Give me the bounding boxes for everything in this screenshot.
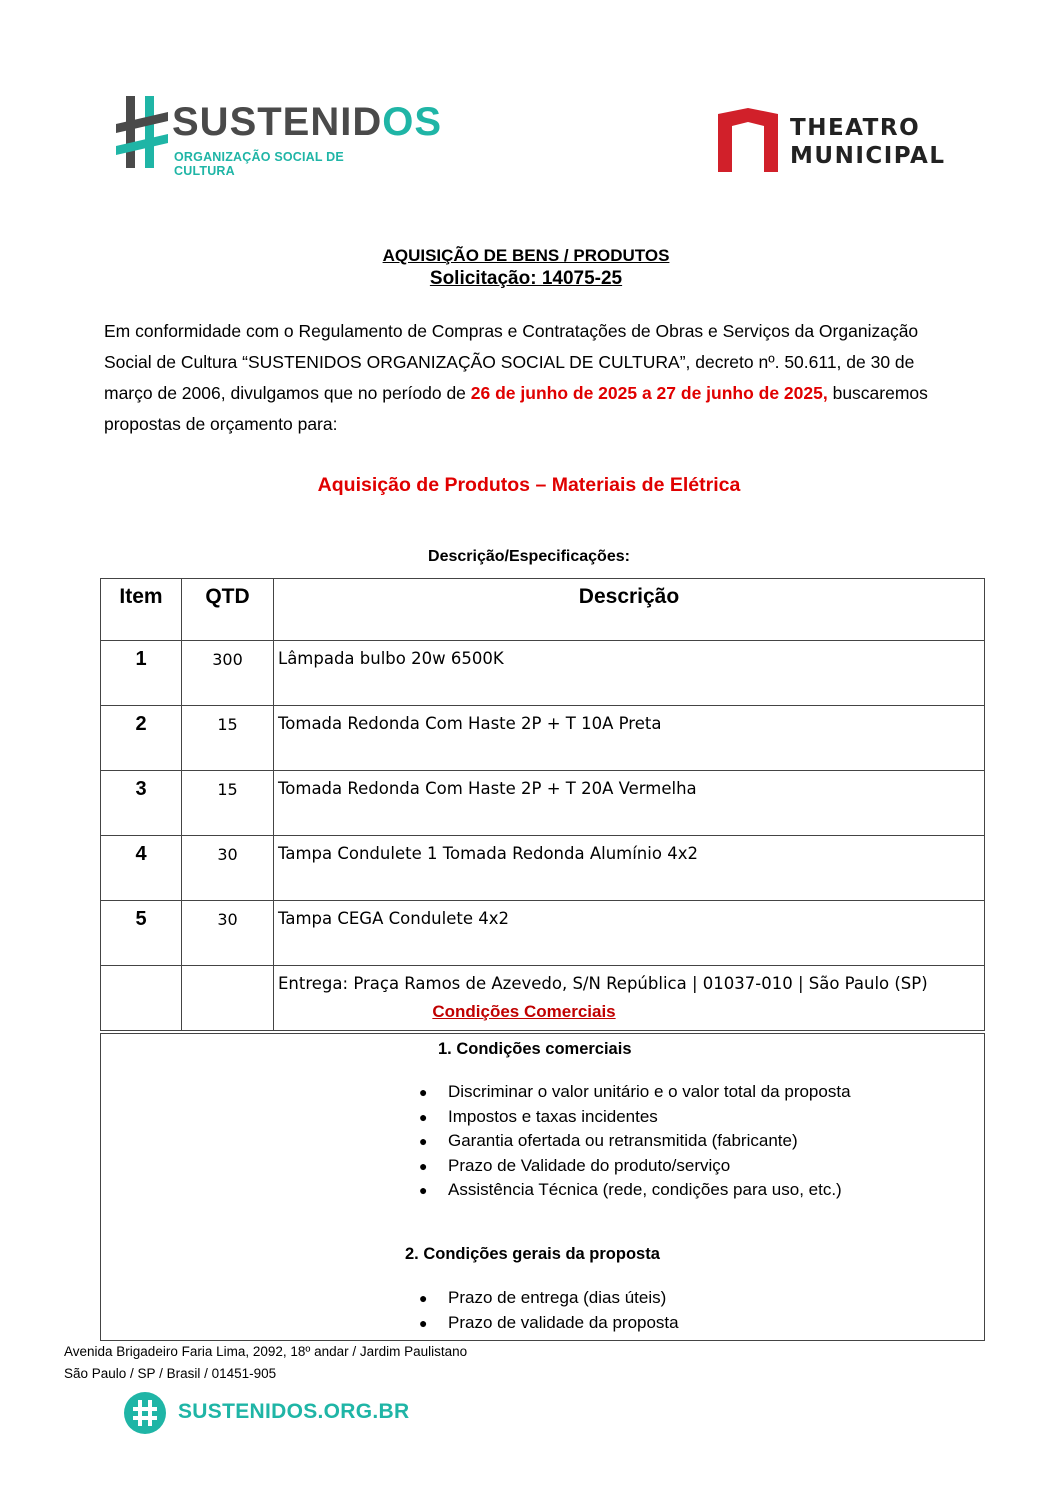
table-row [101, 901, 985, 966]
header-item: Item [101, 579, 182, 641]
footer-logo [124, 1392, 410, 1436]
sustenidos-logo [116, 94, 443, 178]
theatro-line2: MUNICIPAL [790, 143, 946, 169]
list-item: ● Impostos e taxas incidentes [417, 1105, 851, 1130]
footer-address-line1: Avenida Brigadeiro Faria Lima, 2092, 18º andar / Jardim Paulistano [64, 1344, 468, 1359]
bullet-icon: ● [419, 1314, 428, 1331]
list-item: ● Prazo de entrega (dias úteis) [417, 1286, 679, 1311]
list-item: ● Prazo de validade da proposta [417, 1311, 679, 1336]
specifications-heading: Descrição/Especificações: [428, 548, 630, 565]
bullet-icon: ● [419, 1084, 428, 1100]
hash-circle-icon [124, 1392, 166, 1434]
bullet-icon: ● [419, 1133, 428, 1150]
bullet-icon: ● [419, 1182, 428, 1199]
footer-url: SUSTENIDOS.ORG.BR [178, 1400, 410, 1423]
conditions-section2-heading: 2. Condições gerais da proposta [405, 1245, 660, 1263]
intro-text-1: Em conformidade com o Regulamento de Compras e Contratações de Obras e Serviços da Organização Social de Cultura “SUSTENIDOS ORGANIZAÇÃO SOCIAL DE CULTURA”, decreto nº. 50.611, de 30 de março de 2006, divulgamos que no período de [104, 321, 919, 403]
cell-description: Lâmpada bulbo 20w 6500K [274, 641, 985, 706]
theatro-line1: THEATRO [790, 115, 921, 141]
cell-item: 2 [101, 706, 182, 771]
theatro-emblem-icon [716, 108, 780, 172]
table-row [101, 836, 985, 901]
theatro-municipal-logo [716, 108, 956, 176]
bullet-icon: ● [419, 1157, 428, 1174]
request-number: Solicitação: 14075-25 [429, 268, 623, 289]
conditions-section1-list [417, 1080, 851, 1203]
table-header-row [101, 579, 985, 641]
conditions-box [100, 1033, 985, 1341]
cell-qtd: 30 [182, 901, 274, 966]
cell-item: 3 [101, 771, 182, 836]
cell-qtd: 30 [182, 836, 274, 901]
cell-description: Tampa CEGA Condulete 4x2 [274, 901, 985, 966]
bullet-icon: ● [419, 1290, 428, 1306]
list-item: ● Garantia ofertada ou retransmitida (fabricante) [417, 1129, 851, 1154]
intro-period-highlight: 26 de junho de 2025 a 27 de junho de 2025, [470, 383, 828, 403]
intro-paragraph [104, 316, 964, 440]
items-table [100, 578, 985, 1031]
hash-logo-icon [116, 94, 168, 170]
subject-heading: Aquisição de Produtos – Materiais de Elétrica [317, 474, 741, 496]
table-row [101, 706, 985, 771]
cell-description: Tomada Redonda Com Haste 2P + T 20A Vermelha [274, 771, 985, 836]
list-item: ● Discriminar o valor unitário e o valor total da proposta [417, 1080, 851, 1105]
conditions-title: Condições Comerciais [432, 1002, 616, 1021]
footer-address-line2: São Paulo / SP / Brasil / 01451-905 [64, 1366, 277, 1381]
bullet-icon: ● [419, 1108, 428, 1125]
table-row [101, 771, 985, 836]
cell-qtd: 15 [182, 771, 274, 836]
cell-item: 5 [101, 901, 182, 966]
cell-qtd: 15 [182, 706, 274, 771]
intro-text-2: buscaremos propostas de orçamento para: [104, 383, 928, 434]
cell-qtd: 300 [182, 641, 274, 706]
cell-item: 4 [101, 836, 182, 901]
logo-word-main: SUSTENID [172, 100, 383, 144]
list-item: ● Prazo de Validade do produto/serviço [417, 1154, 851, 1179]
table-row [101, 641, 985, 706]
cell-item: 1 [101, 641, 182, 706]
conditions-section1-heading: 1. Condições comerciais [438, 1040, 632, 1058]
cell-delivery-address: Entrega: Praça Ramos de Azevedo, S/N República | 01037-010 | São Paulo (SP) [274, 966, 985, 1031]
cell-description: Tomada Redonda Com Haste 2P + T 10A Preta [274, 706, 985, 771]
conditions-section2-list [417, 1286, 679, 1335]
header-qtd: QTD [182, 579, 274, 641]
list-item: ● Assistência Técnica (rede, condições para uso, etc.) [417, 1178, 851, 1203]
logo-subtitle: ORGANIZAÇÃO SOCIAL DE CULTURA [174, 150, 344, 178]
logo-word-accent: OS [382, 100, 443, 144]
cell-description: Tampa Condulete 1 Tomada Redonda Alumínio 4x2 [274, 836, 985, 901]
header-description: Descrição [274, 579, 985, 641]
document-title: AQUISIÇÃO DE BENS / PRODUTOS [382, 246, 670, 265]
